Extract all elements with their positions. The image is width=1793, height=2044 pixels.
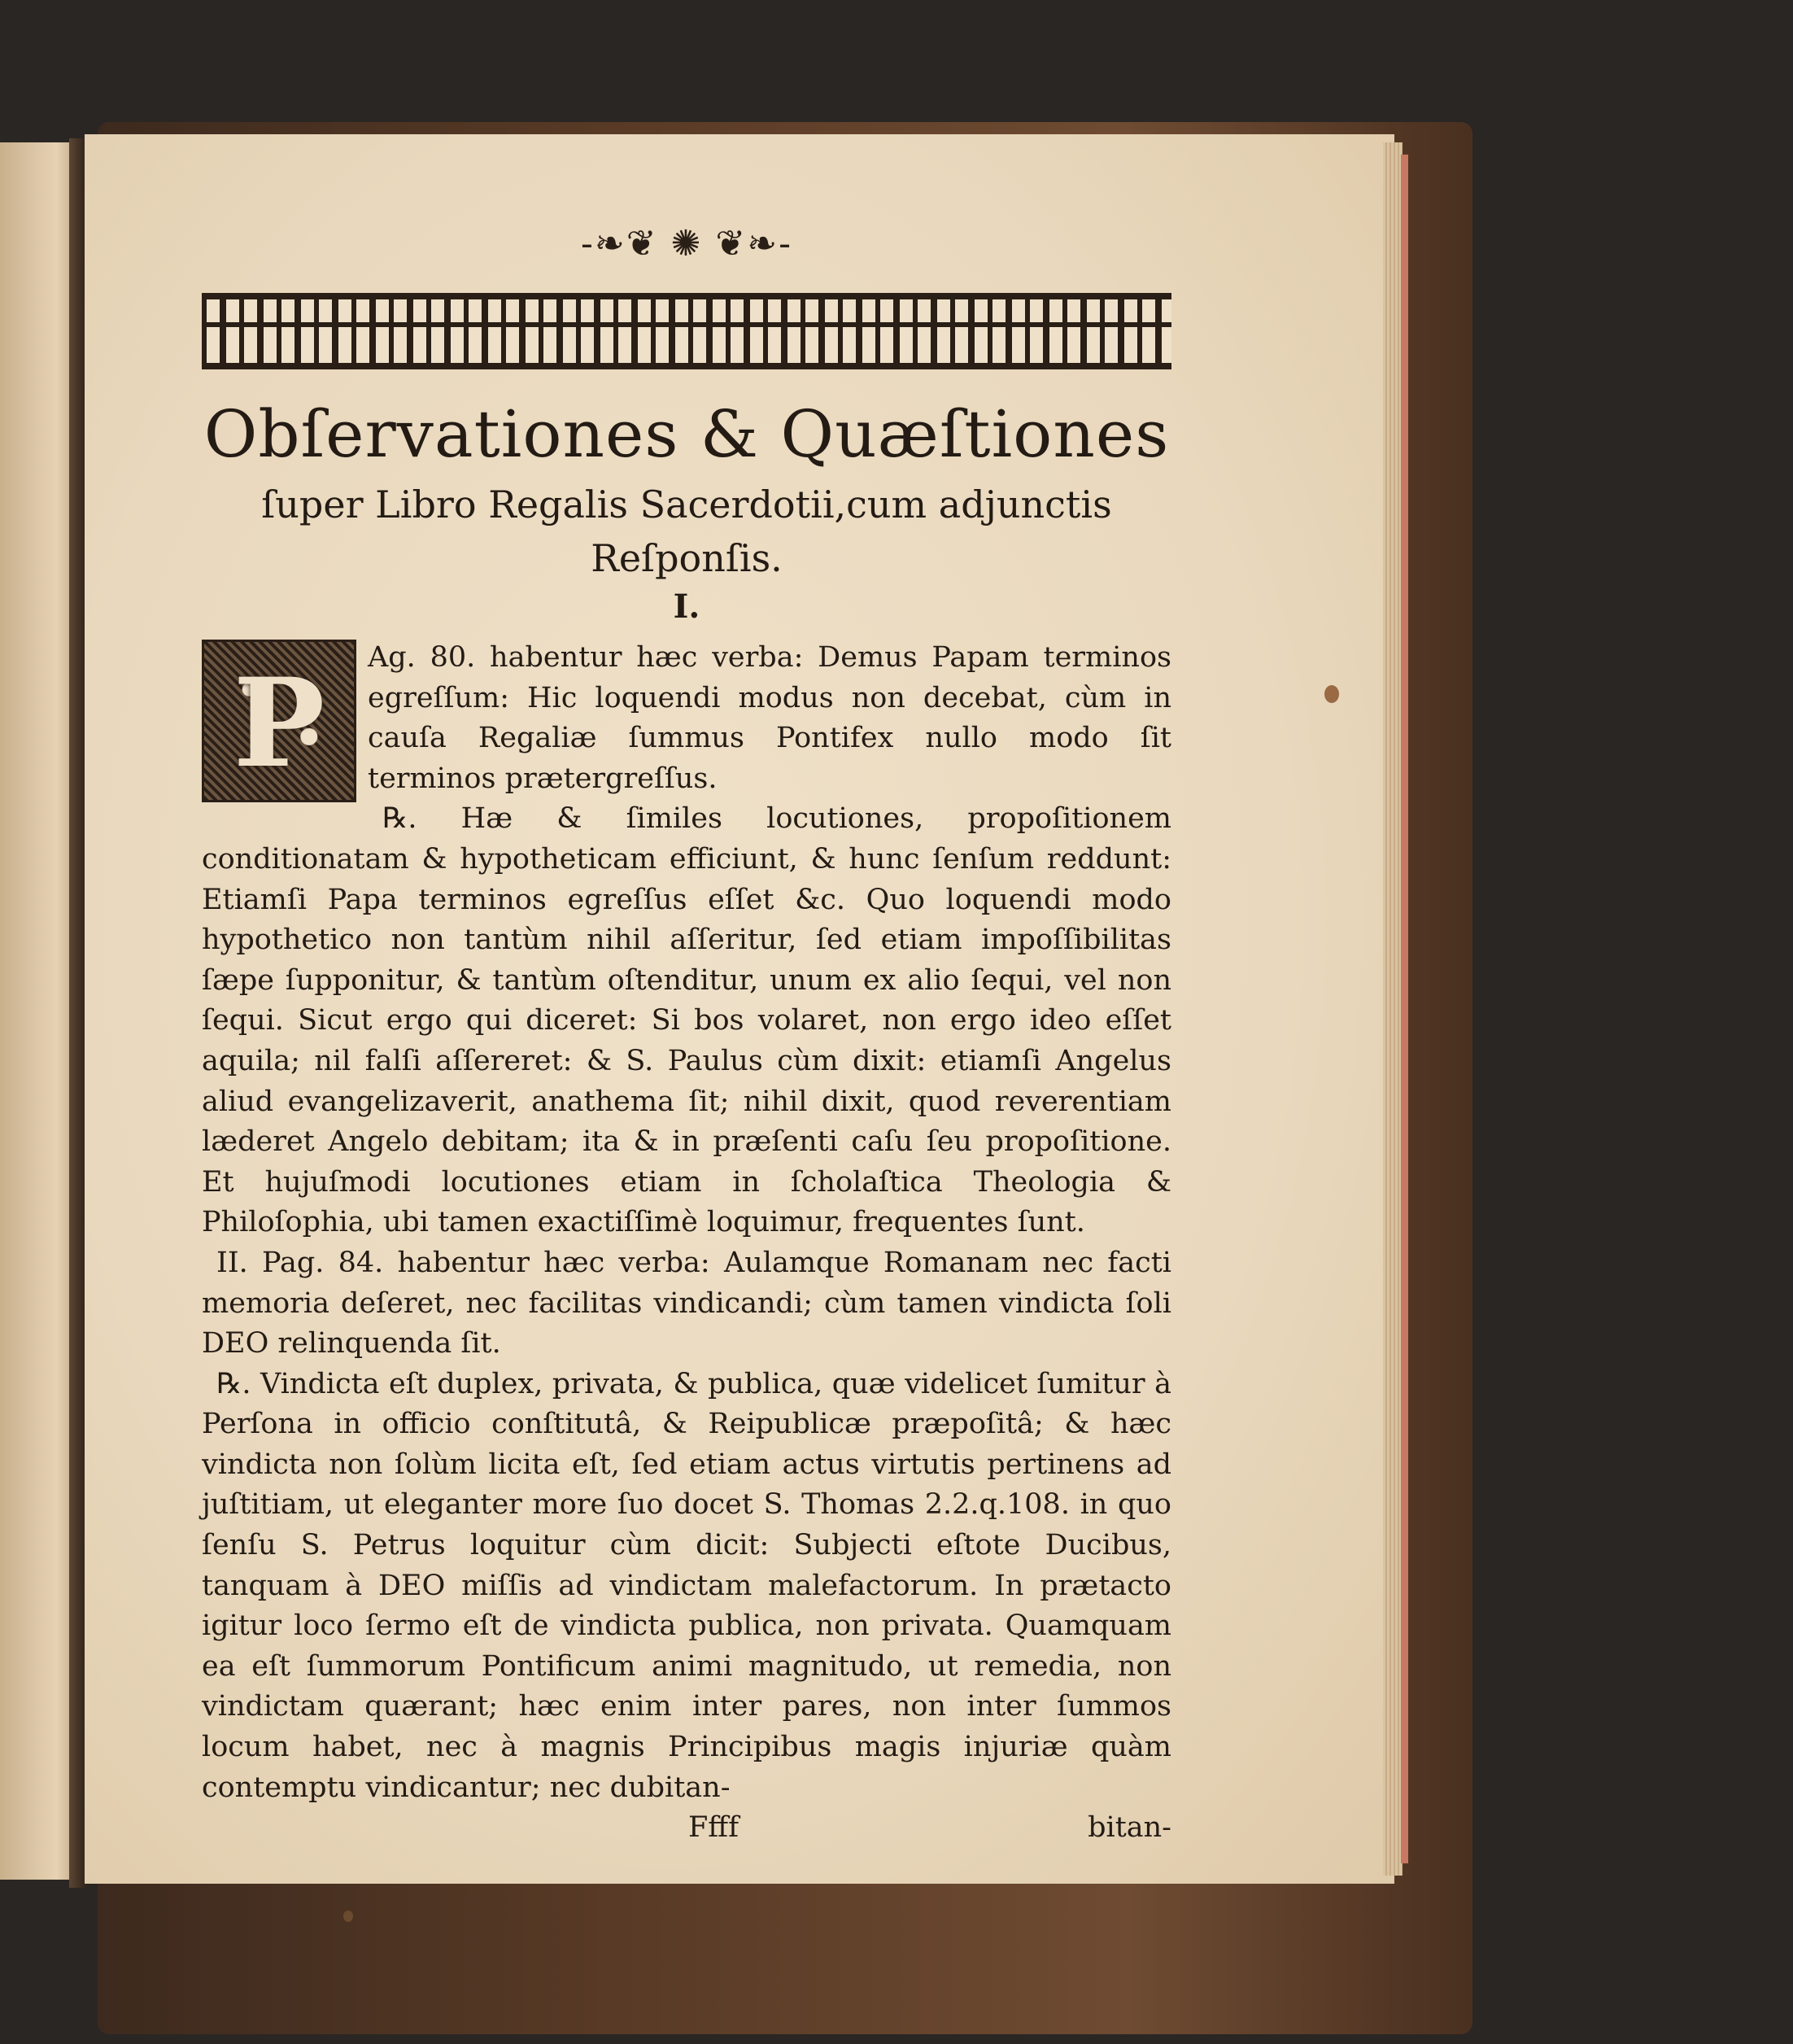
drop-cap-letter: P xyxy=(233,652,325,795)
section-one xyxy=(202,638,1171,799)
paragraph: ℞. Vindicta eſt duplex, privata, & publica, quæ videlicet ſumitur à Perſona in officio conſtitutâ, & Reipublicæ præpoſitâ; & hæc vindicta non ſolùm licita eſt, ſed etiam actus virtutis pertinens ad juſtitiam, ut eleganter more ſuo docet S. Thomas 2.2.q.108. in quo ſenſu S. Petrus loquitur cùm dicit: Subjecti eſtote Ducibus, tanquam à DEO miſſis ad vindictam malefactorum. In prætacto igitur loco ſermo eſt de vindicta publica, non privata. Quamquam ea eſt ſummorum Pontificum animi magnitudo, ut remedia, non vindictam quærant; hæc enim inter pares, non inter ſummos locum habet, nec à magnis Principibus magis injuriæ quàm contemptu vindicantur; nec dubitan- xyxy=(202,1367,1171,1804)
paragraph: ℞. Hæ & ſimiles locutiones, propoſitionem conditionatam & hypotheticam efficiunt, & hunc ſenſum reddunt: Etiamſi Papa terminos egreſſus eſſet &c. Quo loquendi modo hypothetico non tantùm nihil aſſeritur, ſed etiam impoſſibilitas ſæpe ſupponitur, & tantùm oſtenditur, unum ex alio ſequi, vel non ſequi. Sicut ergo qui diceret: Si bos volaret, non ergo ideo eſſet aquila; nil falſi aſſereret: & S. Paulus cùm dixit: etiamſi Angelus aliud evangelizaverit, anathema ſit; nihil dixit, quod reverentiam læderet Angelo debitam; ita & in præſenti caſu ſeu propoſitione. Et hujuſmodi locutiones etiam in ſcholaſtica Theologia & Philoſophia, ubi tamen exactiſſimè loquimur, frequentes ſunt. xyxy=(202,802,1171,1239)
stain-spot xyxy=(343,1911,353,1922)
subtitle-line: ſuper Libro Regalis Sacerdotii,cum adjunctis xyxy=(261,483,1112,526)
red-page-edge xyxy=(1401,155,1408,1863)
page-title: Obſervationes & Quæſtiones xyxy=(203,396,1170,472)
stain-spot xyxy=(1324,685,1339,703)
subtitle-line: Reſponſis. xyxy=(591,536,783,580)
page-stack-edge xyxy=(1383,142,1403,1876)
section-numeral: I. xyxy=(673,587,700,626)
signature-mark: Ffff xyxy=(688,1811,739,1845)
catchword: bitan- xyxy=(1088,1811,1171,1845)
paragraph: Ag. 80. habentur hæc verba: Demus Papam terminos egreſſum: Hic loquendi modus non decebat, cùm in cauſa Regaliæ ſummus Pontifex nullo modo ſit terminos prætergreſſus. xyxy=(368,641,1171,795)
head-ornament: -❧❦ ✺ ❦❧- xyxy=(580,223,793,264)
ornamental-band xyxy=(202,293,1171,369)
paragraph: II. Pag. 84. habentur hæc verba: Aulamque Romanam nec facti memoria deſeret, nec facilitas vindicandi; cùm tamen vindicta ſoli DEO relinquenda ſit. xyxy=(202,1246,1171,1360)
text-block xyxy=(202,220,1171,1852)
drop-cap-illustration xyxy=(202,640,356,802)
page-footer xyxy=(202,1811,1171,1852)
